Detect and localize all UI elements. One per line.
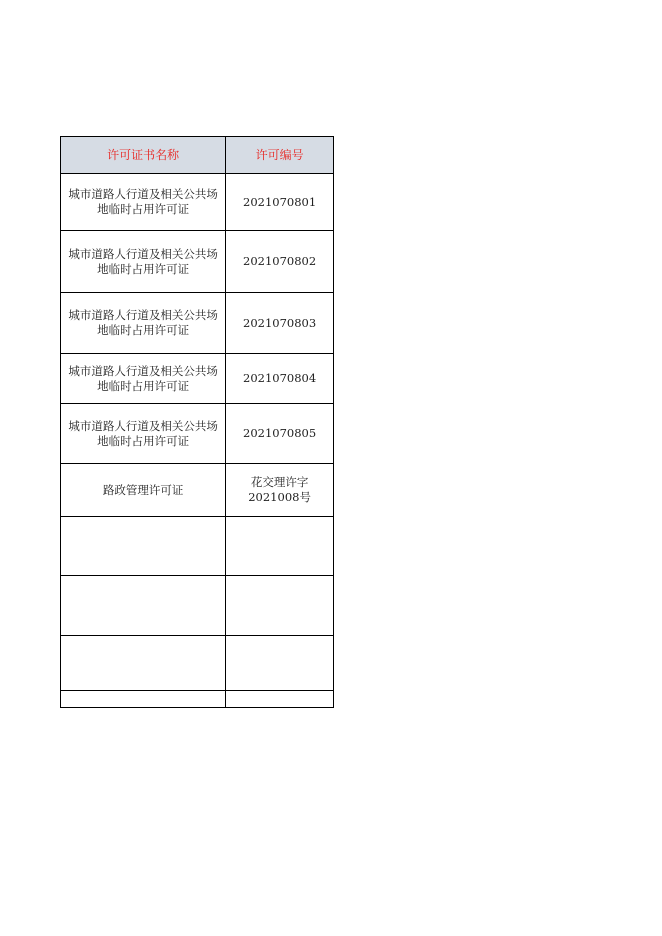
permit-number-cell: 2021070805 bbox=[226, 404, 334, 464]
permit-number-cell: 2021070801 bbox=[226, 174, 334, 231]
permit-name-cell bbox=[61, 576, 226, 636]
permit-number-cell bbox=[226, 636, 334, 691]
permit-table bbox=[60, 136, 334, 708]
permit-number-cell bbox=[226, 691, 334, 708]
table-row bbox=[61, 636, 334, 691]
table-header-row bbox=[61, 137, 334, 174]
permit-name-cell bbox=[61, 691, 226, 708]
table-row bbox=[61, 517, 334, 576]
table-row bbox=[61, 231, 334, 293]
header-permit-name: 许可证书名称 bbox=[61, 137, 226, 174]
table-row bbox=[61, 576, 334, 636]
table-row bbox=[61, 174, 334, 231]
permit-name-cell: 城市道路人行道及相关公共场 地临时占用许可证 bbox=[61, 354, 226, 404]
permit-name-cell: 城市道路人行道及相关公共场 地临时占用许可证 bbox=[61, 174, 226, 231]
permit-name-cell: 城市道路人行道及相关公共场 地临时占用许可证 bbox=[61, 293, 226, 354]
permit-name-cell bbox=[61, 636, 226, 691]
table-row bbox=[61, 293, 334, 354]
table-row bbox=[61, 404, 334, 464]
permit-name-cell: 城市道路人行道及相关公共场 地临时占用许可证 bbox=[61, 231, 226, 293]
permit-number-cell: 2021070803 bbox=[226, 293, 334, 354]
permit-number-cell: 2021070804 bbox=[226, 354, 334, 404]
permit-name-cell: 城市道路人行道及相关公共场 地临时占用许可证 bbox=[61, 404, 226, 464]
table-row bbox=[61, 354, 334, 404]
permit-number-cell: 花交理许字 2021008号 bbox=[226, 464, 334, 517]
header-permit-number: 许可编号 bbox=[226, 137, 334, 174]
permit-name-cell bbox=[61, 517, 226, 576]
permit-number-cell: 2021070802 bbox=[226, 231, 334, 293]
table-row bbox=[61, 691, 334, 708]
permit-number-cell bbox=[226, 517, 334, 576]
permit-name-cell: 路政管理许可证 bbox=[61, 464, 226, 517]
permit-number-cell bbox=[226, 576, 334, 636]
table-row bbox=[61, 464, 334, 517]
